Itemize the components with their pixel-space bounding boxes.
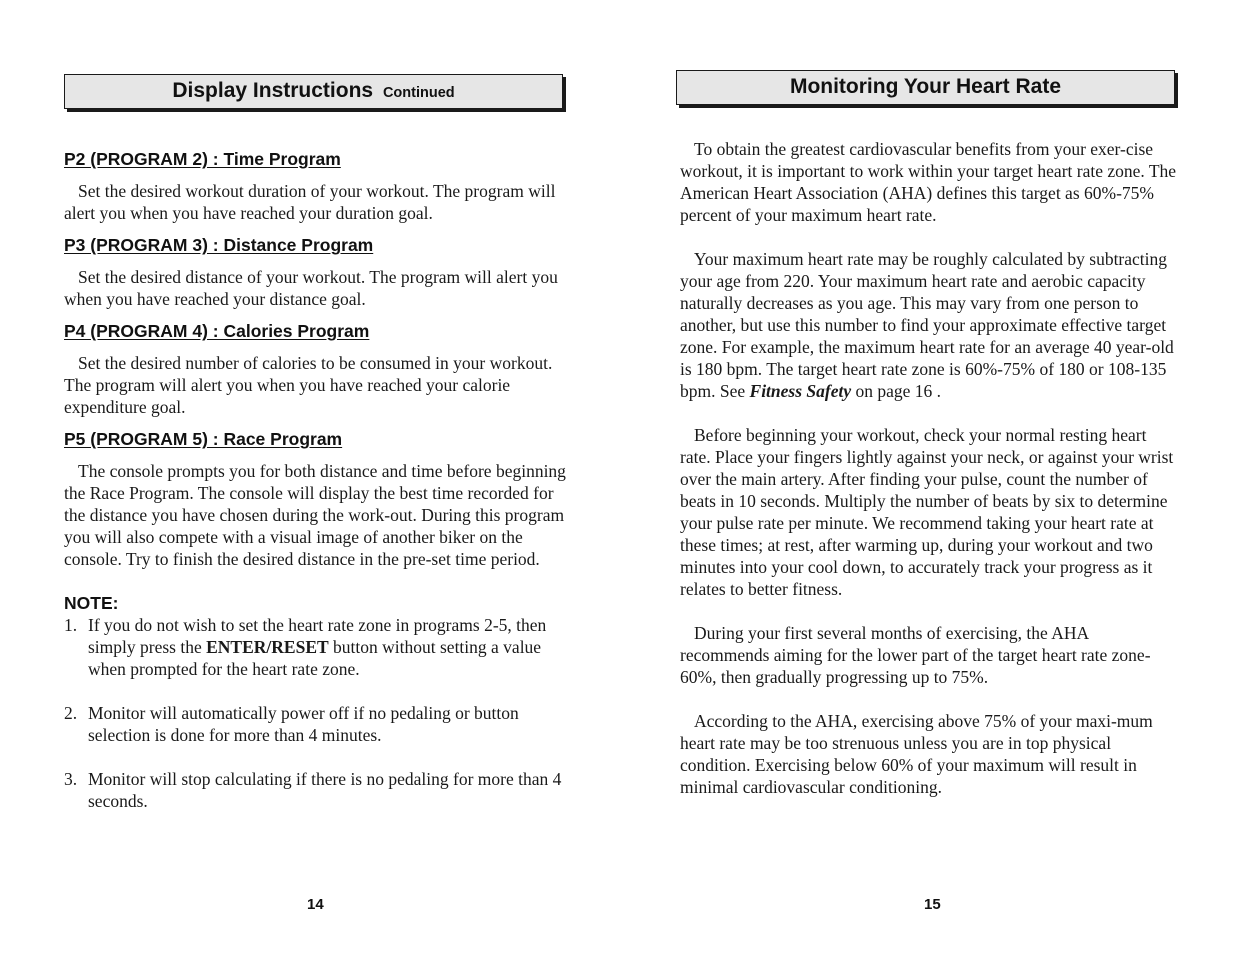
left-page-content	[64, 148, 567, 812]
page-number-right: 15	[924, 896, 941, 913]
note-number: 3.	[64, 769, 78, 789]
header-continued-label: Continued	[382, 85, 455, 101]
display-instructions-header	[64, 74, 563, 109]
note-item-2	[64, 702, 567, 746]
paragraph-max-heart-rate: Your maximum heart rate may be roughly calculated by subtracting your age from 220. Your maximum heart rate and aerobic capacity naturally decreases as you age. This may vary from one person to another, but use this number to find your approximate effective target zone. For example, the maximum heart rate for an average 40 year-old is 180 bpm. The target heart rate zone is 60%-75% of 180 or 108-135 bpm. See Fitness Safety on page 16 .	[680, 249, 1174, 401]
note-number: 2.	[64, 703, 78, 723]
paragraph-first-months: During your first several months of exercising, the AHA recommends aiming for the lower part of the target heart rate zone- 60%, then gradually progressing up to 75%.	[680, 623, 1151, 687]
section-body-p2: Set the desired workout duration of your workout. The program will alert you when you have reached your duration goal.	[64, 181, 556, 223]
note-text: If you do not wish to set the heart rate zone in programs 2-5, then simply press the ENTER/RESET button without setting a value when prompted for the heart rate zone.	[88, 615, 547, 679]
note-item-1	[64, 614, 567, 680]
section-heading-p5: P5 (PROGRAM 5) : Race Program	[64, 429, 343, 449]
note-number: 1.	[64, 615, 78, 635]
section-heading-p4: P4 (PROGRAM 4) : Calories Program	[64, 321, 370, 341]
note-item-3	[64, 768, 567, 812]
paragraph-exercise-limits: According to the AHA, exercising above 75% of your maxi-mum heart rate may be too strenuous unless you are in top physical condition. Exercising below 60% of your maximum will result in minimal cardiovascular conditioning.	[680, 711, 1153, 797]
section-heading-p2: P2 (PROGRAM 2) : Time Program	[64, 149, 341, 169]
note-text: Monitor will automatically power off if no pedaling or button selection is done for more than 4 minutes.	[88, 703, 519, 745]
paragraph-target-zone: To obtain the greatest cardiovascular benefits from your exer-cise workout, it is important to work within your target heart rate zone. The American Heart Association (AHA) defines this target as 60%-75% percent of your maximum heart rate.	[680, 139, 1177, 225]
section-body-p4: Set the desired number of calories to be consumed in your workout. The program will alert you when you have reached your calorie expenditure goal.	[64, 353, 553, 417]
fitness-safety-reference: Fitness Safety	[749, 381, 852, 401]
right-page-content	[680, 138, 1178, 798]
note-text: Monitor will stop calculating if there is no pedaling for more than 4 seconds.	[88, 769, 562, 811]
note-heading: NOTE:	[64, 593, 119, 613]
page-number-left: 14	[307, 896, 324, 913]
section-body-p3: Set the desired distance of your workout. The program will alert you when you have reached your distance goal.	[64, 267, 558, 309]
section-heading-p3: P3 (PROGRAM 3) : Distance Program	[64, 235, 374, 255]
enter-reset-button-reference: ENTER/RESET	[206, 637, 329, 657]
section-body-p5: The console prompts you for both distance and time before beginning the Race Program. The console will display the best time recorded for the distance you have chosen during the work-out. During this program you will also compete with a visual image of another biker on the console. Try to finish the desired distance in the pre-set time period.	[64, 461, 566, 569]
monitoring-heart-rate-header	[676, 70, 1175, 105]
header-title: Display Instructions	[172, 79, 374, 102]
paragraph-resting-heart-rate: Before beginning your workout, check your normal resting heart rate. Place your fingers lightly against your neck, or against your wrist over the main artery. After finding your pulse, count the number of beats in 10 seconds. Multiply the number of beats by six to determine your pulse rate per minute. We recommend taking your heart rate at these times; at rest, after warming up, during your workout and two minutes into your cool down, to accurately track your progress as it relates to better fitness.	[680, 425, 1174, 599]
header-title: Monitoring Your Heart Rate	[789, 75, 1062, 98]
